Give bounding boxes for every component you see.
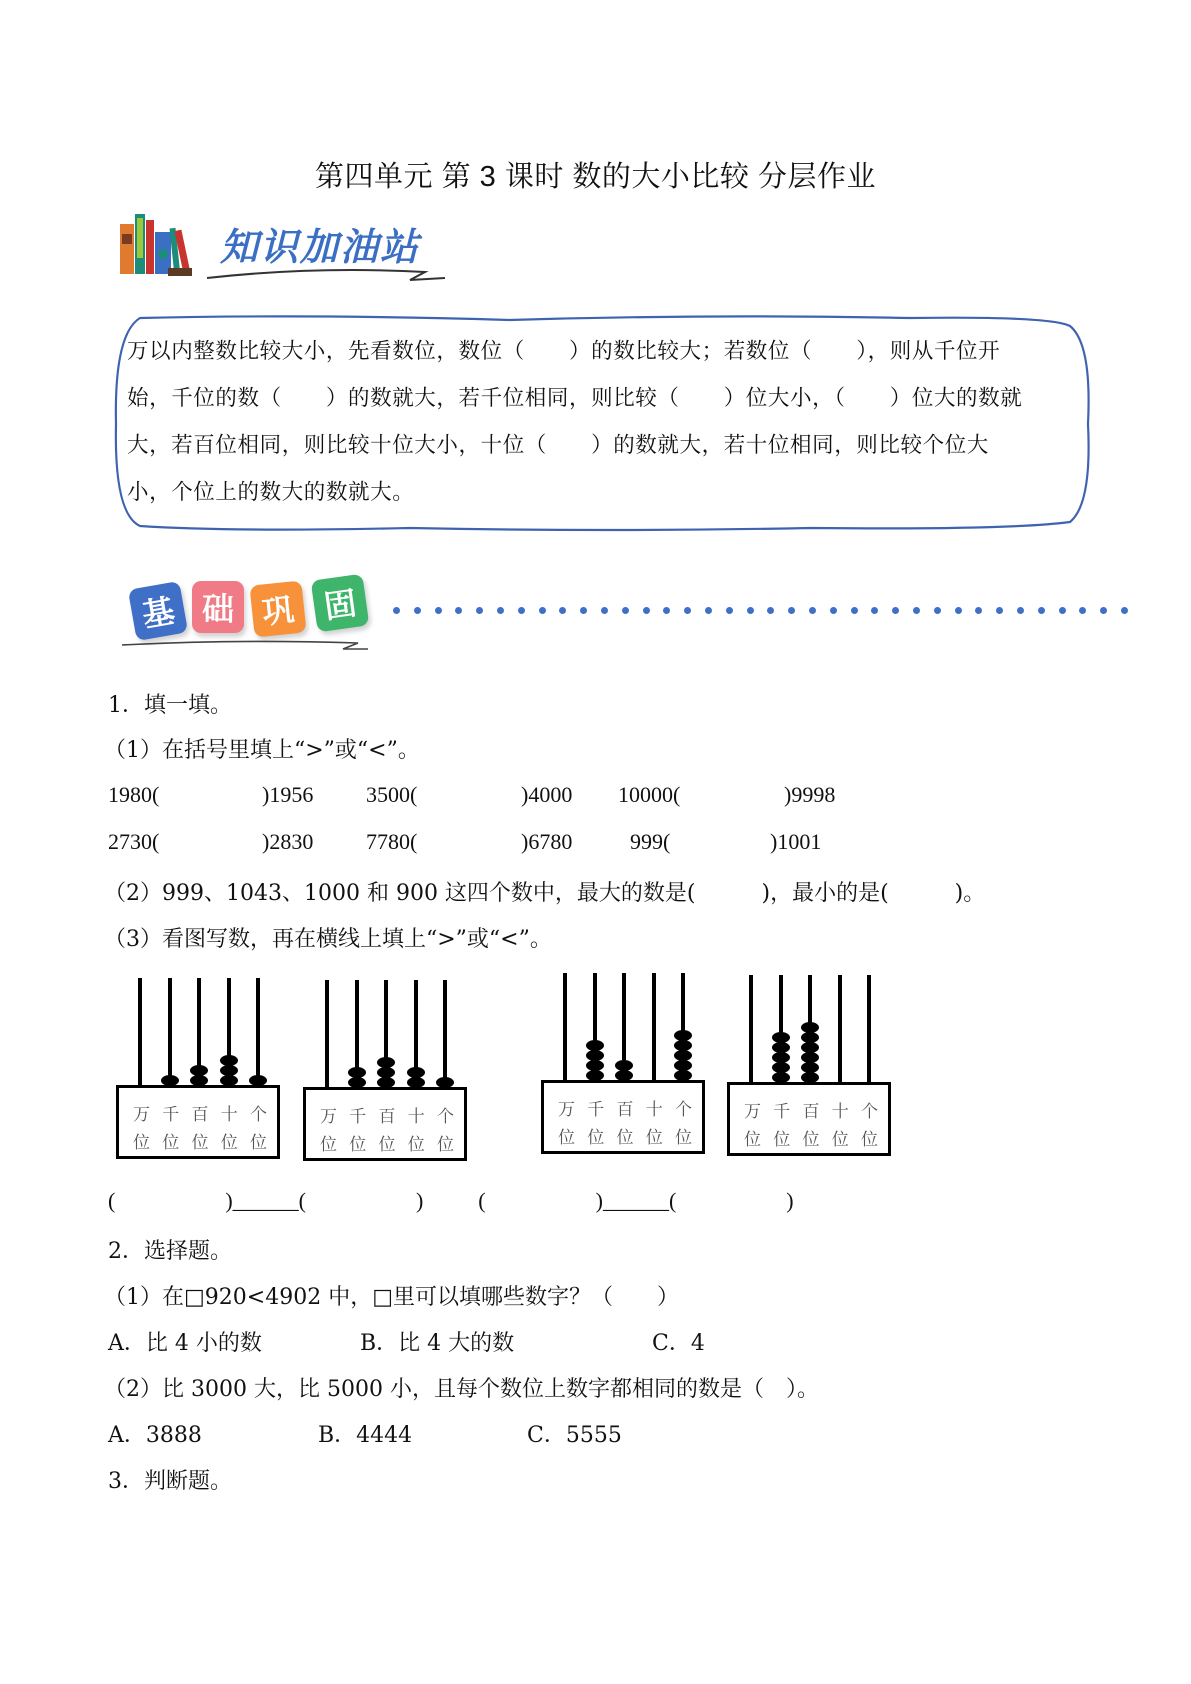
q2-heading: 2．选择题。 bbox=[108, 1239, 232, 1264]
place-unit-label: 位 bbox=[802, 1130, 820, 1150]
divider-dot bbox=[1017, 607, 1024, 614]
knowledge-text bbox=[127, 328, 1077, 516]
q1-part1-label: （1）在括号里填上“>”或“<”。 bbox=[104, 738, 420, 763]
divider-dot bbox=[1059, 607, 1066, 614]
divider-dot bbox=[601, 607, 608, 614]
practice-banner bbox=[118, 575, 1078, 655]
q2-part2-option-b: B．4444 bbox=[318, 1423, 413, 1448]
divider-dot bbox=[414, 607, 421, 614]
abacus-rod bbox=[867, 975, 871, 1085]
practice-tile-1: 基 bbox=[128, 581, 188, 641]
place-unit-label: 位 bbox=[191, 1133, 209, 1153]
q1-part3-label: （3）看图写数，再在横线上填上“>”或“<”。 bbox=[104, 927, 552, 952]
place-unit-label: 位 bbox=[744, 1130, 761, 1150]
place-unit-label: 位 bbox=[645, 1128, 663, 1148]
divider-dot bbox=[1079, 607, 1086, 614]
divider-dot bbox=[580, 607, 587, 614]
place-unit-label: 位 bbox=[250, 1133, 267, 1153]
place-unit-label: 位 bbox=[861, 1130, 878, 1150]
place-label: 千 bbox=[773, 1102, 791, 1122]
divider-dot bbox=[996, 607, 1003, 614]
abacus-rod bbox=[749, 975, 753, 1085]
abacus-frame bbox=[303, 1087, 467, 1161]
abacus-bead bbox=[674, 1050, 692, 1061]
practice-tile-2: 础 bbox=[192, 581, 244, 633]
place-label: 个 bbox=[250, 1105, 267, 1125]
comparison-left: 3500( bbox=[366, 782, 418, 807]
place-label: 万 bbox=[133, 1105, 150, 1125]
divider-dot bbox=[892, 607, 899, 614]
divider-dot bbox=[830, 607, 837, 614]
abacus-bead bbox=[674, 1030, 692, 1041]
place-unit-label: 位 bbox=[378, 1135, 396, 1155]
abacus-bead bbox=[674, 1060, 692, 1071]
divider-dot bbox=[705, 607, 712, 614]
q2-part1: （1）在□920<4902 中，□里可以填哪些数字？（ ） bbox=[104, 1285, 679, 1310]
comparison-left: 2730( bbox=[108, 829, 160, 854]
comparison-right: )6780 bbox=[521, 829, 573, 854]
abacus-rod bbox=[256, 978, 260, 1088]
divider-dot bbox=[747, 607, 754, 614]
place-unit-label: 位 bbox=[616, 1128, 634, 1148]
place-label: 十 bbox=[645, 1100, 663, 1120]
comparison-right: )4000 bbox=[521, 782, 573, 807]
q2-part2-option-c: C．5555 bbox=[527, 1423, 622, 1448]
abacus-frame bbox=[116, 1085, 280, 1159]
place-unit-label: 位 bbox=[162, 1133, 180, 1153]
knowledge-banner-label: 知识加油站 bbox=[220, 225, 421, 269]
divider-dot bbox=[726, 607, 733, 614]
place-unit-label: 位 bbox=[220, 1133, 238, 1153]
abacus-bead bbox=[801, 1062, 819, 1073]
abacus-rod bbox=[652, 973, 656, 1083]
comparison-left: 7780( bbox=[366, 829, 418, 854]
abacus-1 bbox=[116, 978, 284, 1168]
abacus-bead bbox=[220, 1065, 238, 1076]
knowledge-line: 小，个位上的数大的数就大。 bbox=[127, 480, 415, 505]
divider-dot bbox=[934, 607, 941, 614]
place-unit-label: 位 bbox=[320, 1135, 337, 1155]
abacus-bead bbox=[586, 1060, 604, 1071]
q2-part2: （2）比 3000 大，比 5000 小，且每个数位上数字都相同的数是（ ）。 bbox=[104, 1377, 819, 1402]
abacus-answer-row: ( )______( ) ( )______( ) bbox=[108, 1188, 794, 1213]
knowledge-line: 始，千位的数（ ）的数就大，若千位相同，则比较（ ）位大小，（ ）位大的数就 bbox=[127, 386, 1023, 411]
abacus-bead bbox=[801, 1032, 819, 1043]
abacus-bead bbox=[220, 1055, 238, 1066]
place-unit-label: 位 bbox=[133, 1133, 150, 1153]
place-label: 十 bbox=[407, 1107, 425, 1127]
place-label: 千 bbox=[349, 1107, 367, 1127]
dotted-divider bbox=[393, 607, 1128, 614]
place-label: 个 bbox=[861, 1102, 878, 1122]
q2-part1-option-c: C．4 bbox=[652, 1331, 705, 1356]
abacus-rod bbox=[443, 980, 447, 1090]
abacus-bead bbox=[772, 1032, 790, 1043]
practice-tile-3: 巩 bbox=[249, 580, 306, 637]
comparison-right: )1001 bbox=[770, 829, 822, 854]
place-label: 万 bbox=[744, 1102, 761, 1122]
comparison-right: )9998 bbox=[784, 782, 836, 807]
divider-dot bbox=[788, 607, 795, 614]
place-label: 百 bbox=[378, 1107, 396, 1127]
place-label: 千 bbox=[587, 1100, 605, 1120]
abacus-bead bbox=[190, 1065, 208, 1076]
abacus-bead bbox=[772, 1062, 790, 1073]
abacus-rod bbox=[168, 978, 172, 1088]
divider-dot bbox=[871, 607, 878, 614]
knowledge-line: 大，若百位相同，则比较十位大小，十位（ ）的数就大，若十位相同，则比较个位大 bbox=[127, 433, 989, 458]
place-label: 百 bbox=[802, 1102, 820, 1122]
divider-dot bbox=[518, 607, 525, 614]
q1-part2: （2）999、1043、1000 和 900 这四个数中，最大的数是( )，最小的是( )。 bbox=[104, 881, 986, 906]
divider-dot bbox=[767, 607, 774, 614]
divider-dot bbox=[684, 607, 691, 614]
practice-tile-4: 固 bbox=[311, 574, 370, 633]
q3-heading: 3．判断题。 bbox=[108, 1469, 232, 1494]
q2-part1-option-a: A．比 4 小的数 bbox=[108, 1331, 262, 1356]
place-label: 个 bbox=[675, 1100, 692, 1120]
place-label: 万 bbox=[558, 1100, 575, 1120]
q1-heading: 1．填一填。 bbox=[108, 693, 232, 718]
place-unit-label: 位 bbox=[831, 1130, 849, 1150]
abacus-bead bbox=[586, 1040, 604, 1051]
place-unit-label: 位 bbox=[407, 1135, 425, 1155]
page-title: 第四单元 第 3 课时 数的大小比较 分层作业 bbox=[315, 161, 876, 193]
divider-dot bbox=[643, 607, 650, 614]
divider-dot bbox=[1100, 607, 1107, 614]
underline-swoosh bbox=[118, 637, 378, 655]
abacus-bead bbox=[772, 1042, 790, 1053]
divider-dot bbox=[435, 607, 442, 614]
abacus-bead bbox=[615, 1060, 633, 1071]
divider-dot bbox=[955, 607, 962, 614]
divider-dot bbox=[663, 607, 670, 614]
divider-dot bbox=[1038, 607, 1045, 614]
abacus-rod bbox=[563, 973, 567, 1083]
divider-dot bbox=[851, 607, 858, 614]
place-label: 十 bbox=[220, 1105, 238, 1125]
comparison-left: 10000( bbox=[618, 782, 681, 807]
divider-dot bbox=[476, 607, 483, 614]
place-unit-label: 位 bbox=[558, 1128, 575, 1148]
divider-dot bbox=[497, 607, 504, 614]
abacus-3 bbox=[541, 973, 709, 1163]
place-label: 十 bbox=[831, 1102, 849, 1122]
place-label: 千 bbox=[162, 1105, 180, 1125]
place-label: 百 bbox=[616, 1100, 634, 1120]
abacus-bead bbox=[801, 1022, 819, 1033]
comparison-right: )1956 bbox=[262, 782, 314, 807]
place-label: 万 bbox=[320, 1107, 337, 1127]
comparison-left: 1980( bbox=[108, 782, 160, 807]
abacus-frame bbox=[727, 1082, 891, 1156]
divider-dot bbox=[913, 607, 920, 614]
abacus-bead bbox=[674, 1040, 692, 1051]
abacus-rod bbox=[138, 978, 142, 1088]
abacus-rod bbox=[325, 980, 329, 1090]
abacus-bead bbox=[801, 1042, 819, 1053]
abacus-rod bbox=[838, 975, 842, 1085]
place-unit-label: 位 bbox=[587, 1128, 605, 1148]
abacus-4 bbox=[727, 975, 895, 1165]
divider-dot bbox=[809, 607, 816, 614]
place-unit-label: 位 bbox=[349, 1135, 367, 1155]
divider-dot bbox=[975, 607, 982, 614]
divider-dot bbox=[1121, 607, 1128, 614]
divider-dot bbox=[455, 607, 462, 614]
divider-dot bbox=[622, 607, 629, 614]
divider-dot bbox=[393, 607, 400, 614]
abacus-bead bbox=[377, 1057, 395, 1068]
abacus-bead bbox=[407, 1067, 425, 1078]
abacus-bead bbox=[772, 1052, 790, 1063]
abacus-bead bbox=[586, 1050, 604, 1061]
comparison-right: )2830 bbox=[262, 829, 314, 854]
divider-dot bbox=[539, 607, 546, 614]
abacus-bead bbox=[801, 1052, 819, 1063]
knowledge-line: 万以内整数比较大小，先看数位，数位（ ）的数比较大；若数位（ ），则从千位开 bbox=[127, 339, 1001, 364]
underline-swoosh bbox=[205, 264, 445, 284]
q2-part2-option-a: A．3888 bbox=[108, 1423, 202, 1448]
divider-dot bbox=[559, 607, 566, 614]
place-unit-label: 位 bbox=[675, 1128, 692, 1148]
q2-part1-option-b: B．比 4 大的数 bbox=[360, 1331, 515, 1356]
place-unit-label: 位 bbox=[437, 1135, 454, 1155]
abacus-frame bbox=[541, 1080, 705, 1154]
abacus-bead bbox=[348, 1067, 366, 1078]
abacus-bead bbox=[377, 1067, 395, 1078]
knowledge-banner bbox=[125, 212, 455, 284]
place-unit-label: 位 bbox=[773, 1130, 791, 1150]
abacus-2 bbox=[303, 980, 471, 1170]
place-label: 百 bbox=[191, 1105, 209, 1125]
books-icon bbox=[120, 212, 192, 278]
comparison-left: 999( bbox=[630, 829, 671, 854]
place-label: 个 bbox=[437, 1107, 454, 1127]
